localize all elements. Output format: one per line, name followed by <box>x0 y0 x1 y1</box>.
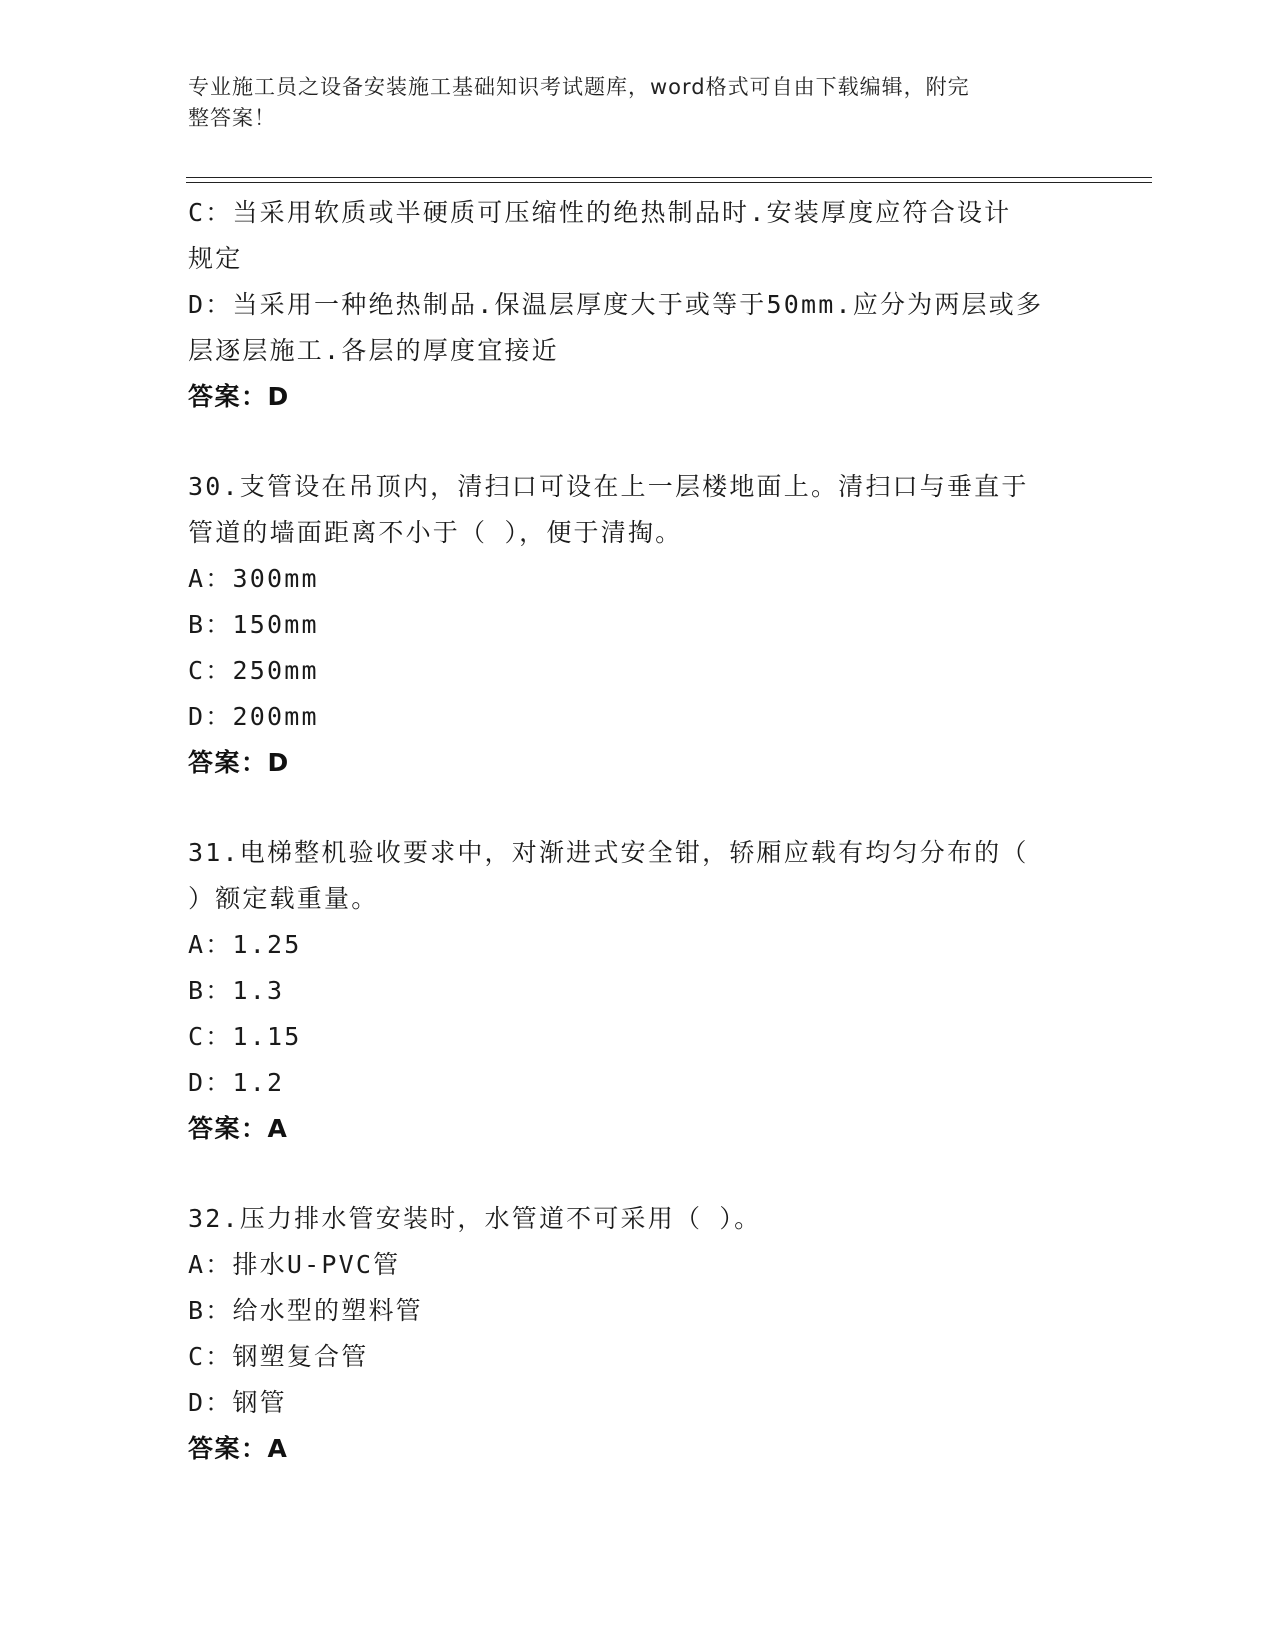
question-stem-line-1: 31.电梯整机验收要求中，对渐进式安全钳，轿厢应载有均匀分布的（ <box>188 838 1029 867</box>
question-30 <box>188 464 1088 786</box>
option-d-line-2: 层逐层施工.各层的厚度宜接近 <box>188 336 559 365</box>
header-line-1: 专业施工员之设备安装施工基础知识考试题库，word格式可自由下载编辑，附完 <box>188 75 970 99</box>
option-b: B：给水型的塑料管 <box>188 1296 423 1325</box>
question-32 <box>188 1196 1088 1472</box>
answer: 答案：A <box>188 1434 289 1463</box>
header-divider-top <box>186 177 1152 178</box>
document-header <box>188 72 1088 134</box>
option-a: A：1.25 <box>188 930 302 959</box>
option-a: A：300mm <box>188 564 319 593</box>
option-d: D：钢管 <box>188 1388 287 1417</box>
question-stem-line-2: ）额定载重量。 <box>188 884 379 913</box>
option-d-line-1: D：当采用一种绝热制品.保温层厚度大于或等于50mm.应分为两层或多 <box>188 290 1044 319</box>
option-c: C：钢塑复合管 <box>188 1342 369 1371</box>
question-stem-line-1: 32.压力排水管安装时，水管道不可采用（ ）。 <box>188 1204 762 1233</box>
option-b: B：1.3 <box>188 976 285 1005</box>
option-c-line-2: 规定 <box>188 244 243 273</box>
document-body <box>188 190 1088 1472</box>
answer: 答案：D <box>188 748 290 777</box>
option-d: D：1.2 <box>188 1068 285 1097</box>
header-divider-bottom <box>186 182 1152 183</box>
option-a: A：排水U-PVC管 <box>188 1250 401 1279</box>
header-line-2: 整答案！ <box>188 106 276 130</box>
option-c-line-1: C：当采用软质或半硬质可压缩性的绝热制品时.安装厚度应符合设计 <box>188 198 1012 227</box>
answer: 答案：D <box>188 382 290 411</box>
question-stem-line-1: 30.支管设在吊顶内，清扫口可设在上一层楼地面上。清扫口与垂直于 <box>188 472 1029 501</box>
question-stem-line-2: 管道的墙面距离不小于（ ），便于清掏。 <box>188 518 683 547</box>
question-31 <box>188 830 1088 1152</box>
continued-question <box>188 190 1088 420</box>
option-c: C：1.15 <box>188 1022 302 1051</box>
option-c: C：250mm <box>188 656 319 685</box>
answer: 答案：A <box>188 1114 289 1143</box>
option-b: B：150mm <box>188 610 319 639</box>
option-d: D：200mm <box>188 702 319 731</box>
